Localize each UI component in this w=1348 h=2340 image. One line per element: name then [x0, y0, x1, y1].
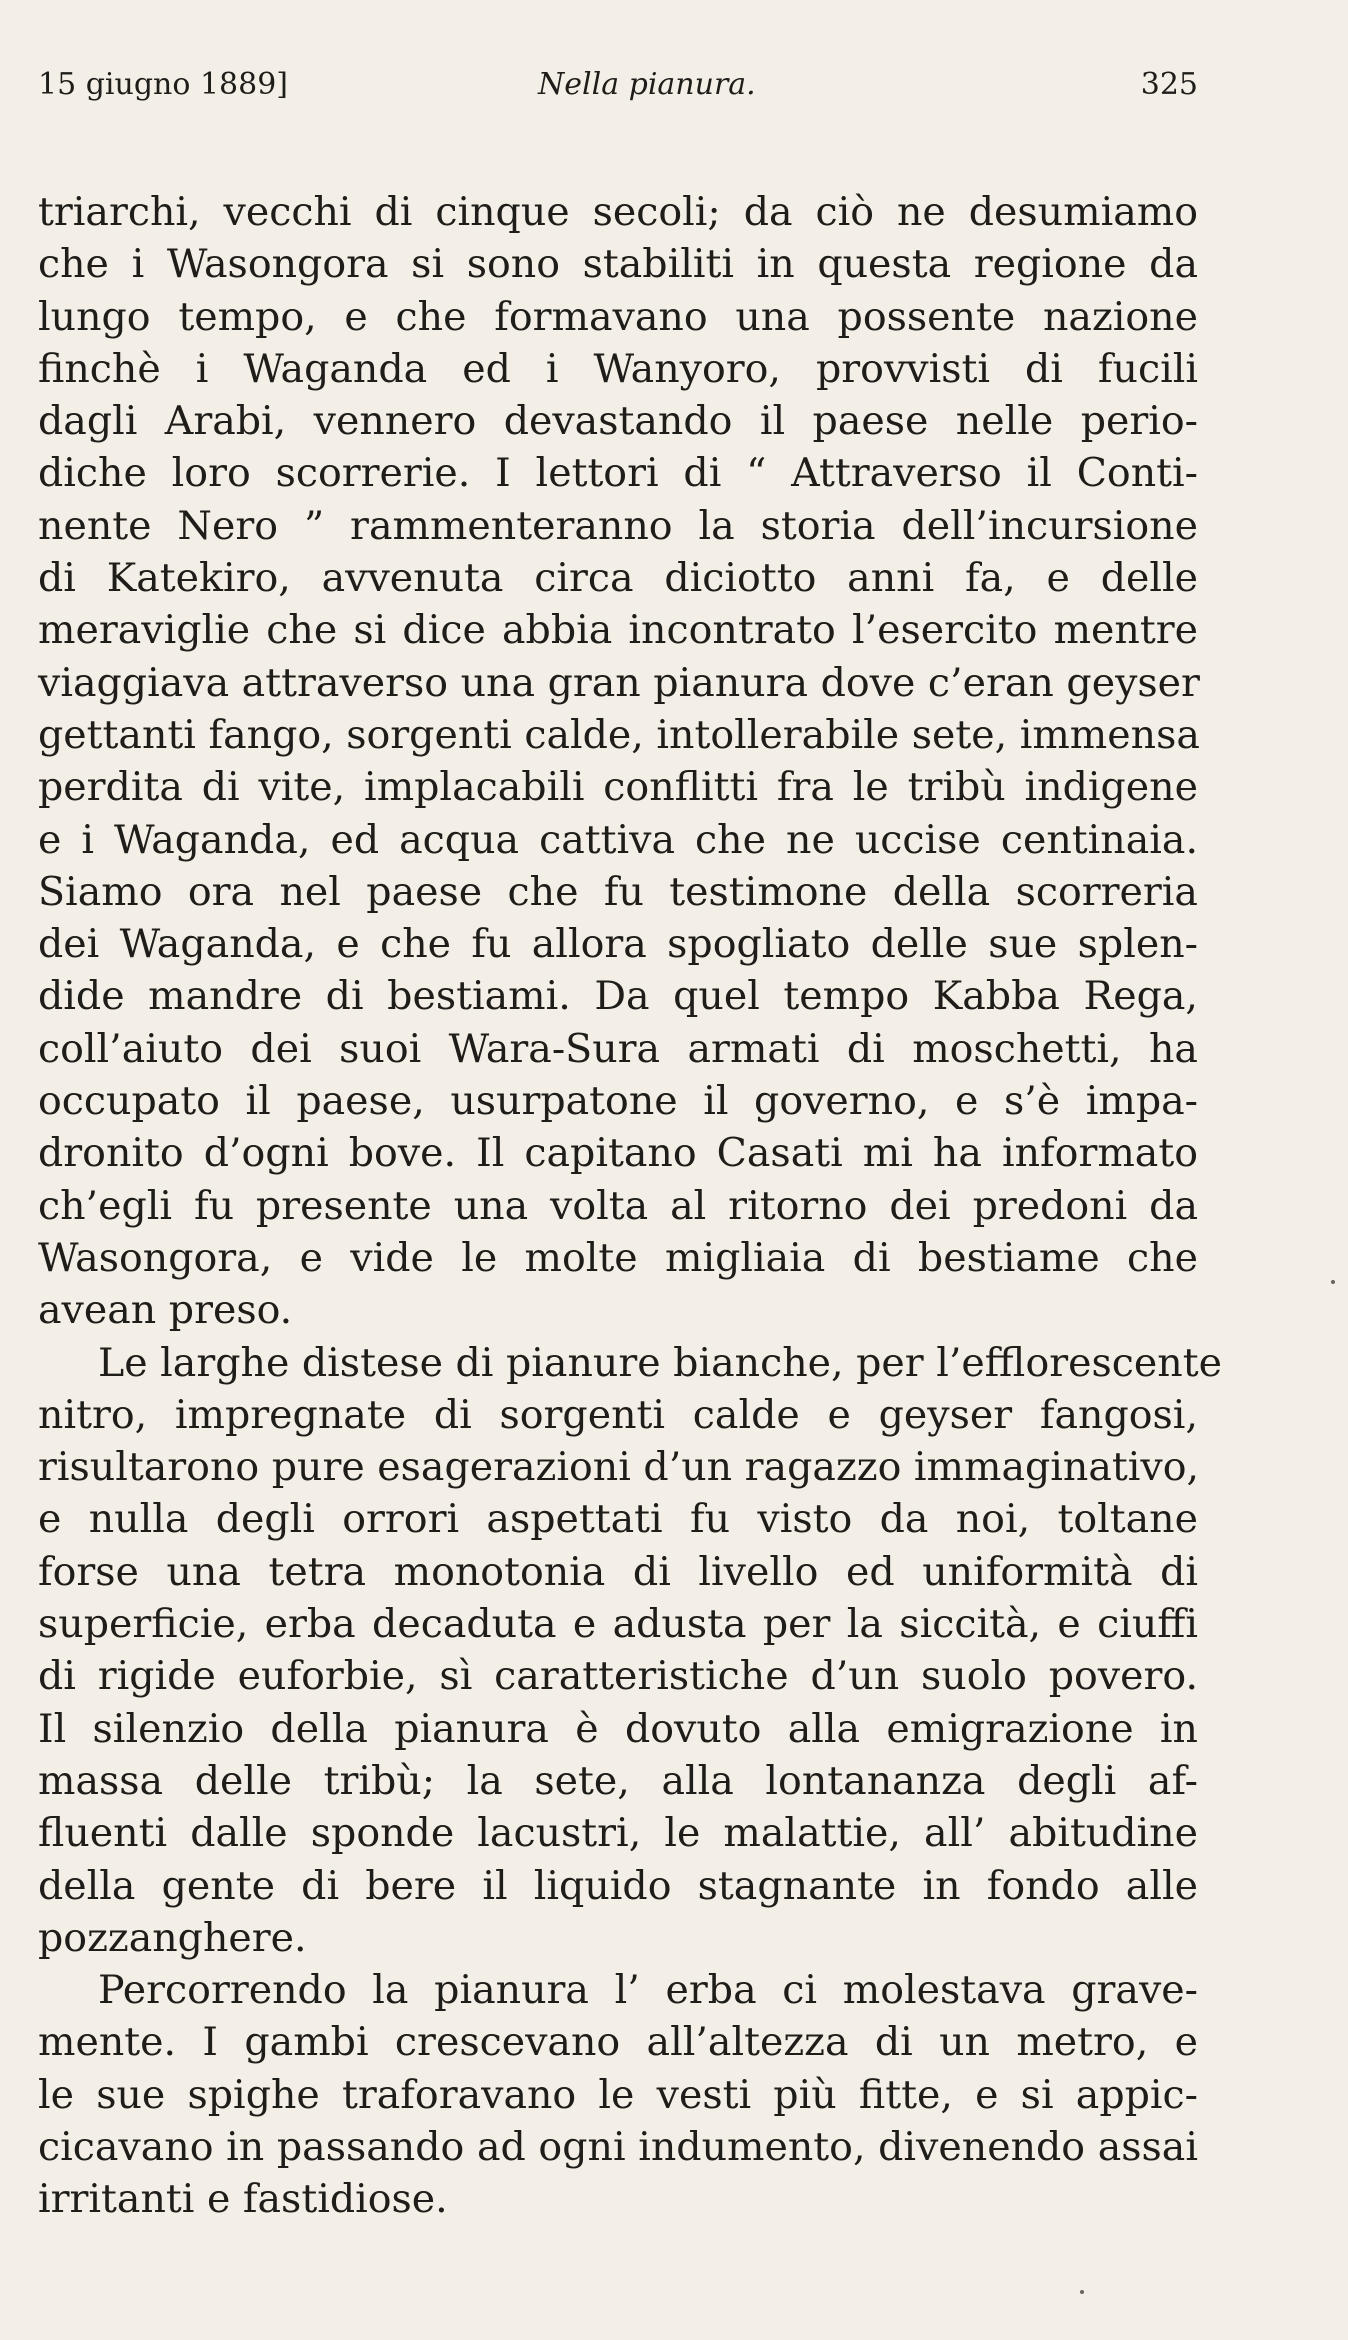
text-line: pozzanghere. [38, 1914, 307, 1961]
text-line: della gente di bere il liquido stagnante in fondo alle [38, 1862, 1198, 1909]
header-title: Nella pianura. [538, 67, 756, 102]
paper-speck [1080, 2290, 1084, 2294]
paper-speck [1331, 1280, 1335, 1284]
paragraph [38, 1964, 1198, 2225]
text-line: nente Nero ” rammenteranno la storia dell’incursione [38, 502, 1198, 549]
text-line: dagli Arabi, vennero devastando il paese nelle perio- [38, 398, 1198, 445]
text-line: triarchi, vecchi di cinque secoli; da ciò ne desumiamo [38, 189, 1198, 235]
text-line: diche loro scorrerie. I lettori di “ Attraverso il Conti- [38, 450, 1198, 497]
text-line: dronito d’ogni bove. Il capitano Casati mi ha informato [38, 1130, 1198, 1177]
text-line: di rigide euforbie, sì caratteristiche d’un suolo povero. [38, 1653, 1198, 1700]
text-line: dide mandre di bestiami. Da quel tempo Kabba Rega, [38, 973, 1198, 1020]
text-line: irritanti e fastidiose. [38, 2176, 448, 2223]
header-date: 15 giugno 1889] [38, 67, 289, 102]
book-page [38, 60, 1222, 2226]
text-line: finchè i Waganda ed i Wanyoro, provvisti di fucili [38, 345, 1198, 392]
text-line: Le larghe distese di pianure bianche, per l’efflorescente [98, 1339, 1222, 1386]
text-line: dei Waganda, e che fu allora spogliato delle sue splen- [38, 921, 1198, 968]
text-line: avean preso. [38, 1287, 293, 1334]
text-line: meraviglie che si dice abbia incontrato l’esercito mentre [38, 607, 1198, 654]
body-text [38, 186, 1222, 2226]
text-line: e nulla degli orrori aspettati fu visto da noi, toltane [38, 1496, 1198, 1543]
text-line: ch’egli fu presente una volta al ritorno dei predoni da [38, 1182, 1198, 1229]
text-line: Wasongora, e vide le molte migliaia di bestiame che [38, 1234, 1198, 1281]
text-line: gettanti fango, sorgenti calde, intollerabile sete, immensa [38, 711, 1200, 758]
text-line: Siamo ora nel paese che fu testimone della scorreria [38, 868, 1198, 915]
text-line: perdita di vite, implacabili conflitti fra le tribù indigene [38, 764, 1198, 811]
page-number: 325 [1140, 67, 1198, 102]
paragraph [38, 1337, 1222, 1965]
text-line: e i Waganda, ed acqua cattiva che ne uccise centinaia. [38, 816, 1198, 863]
text-line: nitro, impregnate di sorgenti calde e geyser fangosi, [38, 1391, 1198, 1438]
text-line: Percorrendo la pianura l’ erba ci molestava grave- [98, 1967, 1198, 2014]
text-line: massa delle tribù; la sete, alla lontananza degli af- [38, 1757, 1198, 1804]
text-line: cicavano in passando ad ogni indumento, divenendo assai [38, 2123, 1198, 2170]
text-line: lungo tempo, e che formavano una possente nazione [38, 293, 1198, 340]
text-line: fluenti dalle sponde lacustri, le malattie, all’ abitudine [38, 1810, 1198, 1857]
text-line: superficie, erba decaduta e adusta per la siccità, e ciuffi [38, 1601, 1198, 1648]
running-head [38, 60, 1198, 110]
text-line: le sue spighe traforavano le vesti più fitte, e si appic- [38, 2071, 1198, 2118]
paragraph [38, 186, 1198, 1337]
text-line: risultarono pure esagerazioni d’un ragazzo immaginativo, [38, 1444, 1200, 1491]
text-line: di Katekiro, avvenuta circa diciotto anni fa, e delle [38, 555, 1198, 602]
text-line: mente. I gambi crescevano all’altezza di un metro, e [38, 2019, 1198, 2066]
text-line: coll’aiuto dei suoi Wara-Sura armati di moschetti, ha [38, 1025, 1198, 1072]
text-line: Il silenzio della pianura è dovuto alla emigrazione in [38, 1705, 1198, 1752]
text-line: che i Wasongora si sono stabiliti in questa regione da [38, 241, 1198, 288]
text-line: occupato il paese, usurpatone il governo, e s’è impa- [38, 1078, 1198, 1125]
text-line: forse una tetra monotonia di livello ed uniformità di [38, 1548, 1198, 1595]
text-line: viaggiava attraverso una gran pianura dove c’eran geyser [38, 659, 1200, 706]
